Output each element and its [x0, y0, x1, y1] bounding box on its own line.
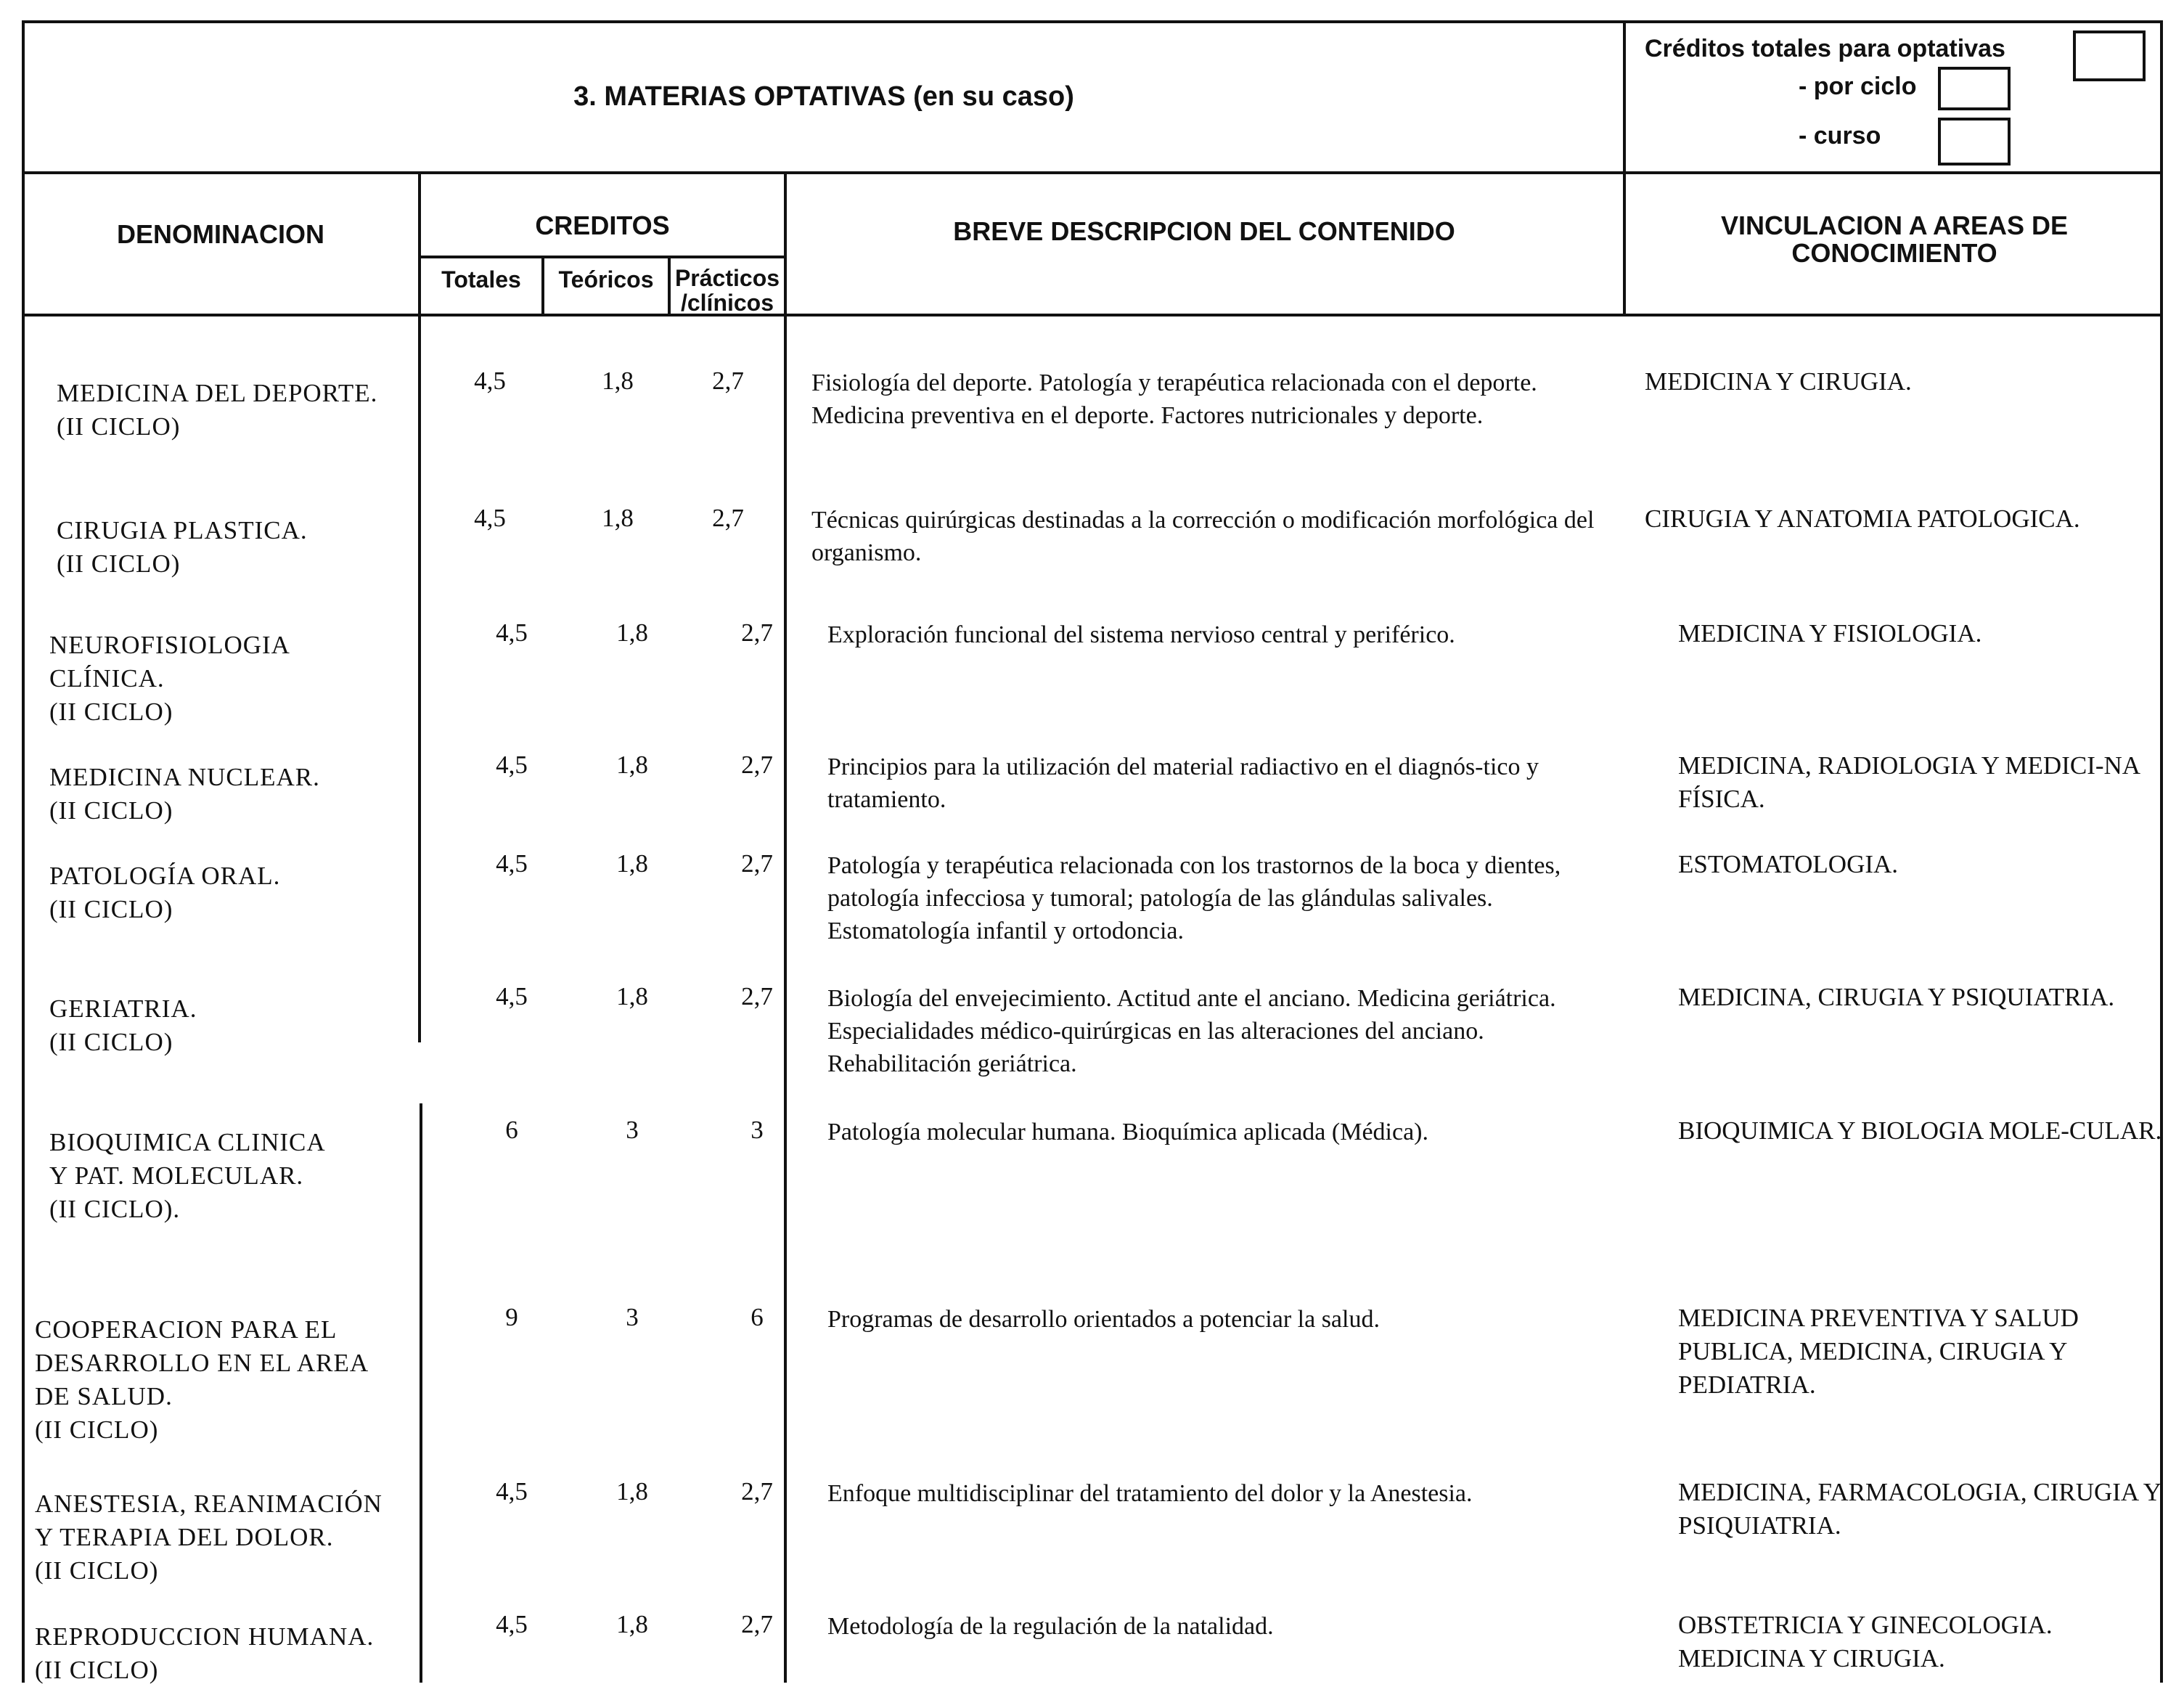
row-totales: 4,5 [496, 751, 528, 779]
denominacion-line: (II CICLO) [49, 698, 173, 726]
row-totales: 4,5 [474, 367, 506, 395]
row-descripcion: Metodología de la regulación de la natalidad. [827, 1613, 1274, 1640]
creditos-totales-box[interactable] [2073, 30, 2146, 81]
creditos-header: CREDITOS [535, 211, 670, 240]
creditos-divider [784, 171, 787, 1683]
row-area: BIOQUIMICA Y BIOLOGIA MOLE-CULAR. [1678, 1116, 2162, 1145]
row-denominacion [49, 1126, 441, 1226]
descripcion-header: BREVE DESCRIPCION DEL CONTENIDO [953, 216, 1455, 246]
row-descripcion: Programas de desarrollo orientados a potenciar la salud. [827, 1306, 1380, 1333]
row-descripcion: Exploración funcional del sistema nervioso central y periférico. [827, 621, 1455, 648]
row-teoricos: 1,8 [616, 1477, 648, 1506]
row-denominacion [57, 377, 449, 444]
denominacion-line: REPRODUCCION HUMANA. [35, 1622, 375, 1651]
row-area: ESTOMATOLOGIA. [1678, 850, 1899, 878]
row-denominacion [49, 761, 441, 828]
curso-label: - curso [1799, 122, 1881, 150]
row-totales: 6 [505, 1116, 518, 1144]
row-practicos: 2,7 [741, 1610, 773, 1638]
row-area: MEDICINA, FARMACOLOGIA, CIRUGIA Y PSIQUIATRIA. [1678, 1478, 2161, 1540]
row-denominacion [35, 1313, 427, 1447]
row-area: OBSTETRICIA Y GINECOLOGIA. MEDICINA Y CIRUGIA. [1678, 1611, 2053, 1672]
row-denominacion [35, 1620, 427, 1687]
denominacion-line: ANESTESIA, REANIMACIÓN [35, 1490, 383, 1518]
row-denominacion [57, 514, 449, 581]
creditos-subheader-divider [418, 256, 784, 258]
denominacion-line: MEDICINA DEL DEPORTE. [57, 379, 378, 407]
row-practicos: 2,7 [741, 1477, 773, 1506]
row-denominacion [49, 859, 441, 926]
denominacion-line: GERIATRIA. [49, 994, 197, 1023]
row-totales: 4,5 [496, 849, 528, 878]
denominacion-line: DESARROLLO EN EL AREA [35, 1349, 369, 1377]
curso-box[interactable] [1938, 118, 2011, 166]
column-header-divider [22, 314, 2163, 316]
denominacion-line: CIRUGIA PLASTICA. [57, 516, 308, 544]
creditos-totales-label: Créditos totales para optativas [1645, 35, 2005, 62]
row-descripcion: Patología y terapéutica relacionada con los trastornos de la boca y dientes, patología infecciosa y tumoral; patología de las glándulas salivales. Estomatología infantil y ortodoncia. [827, 852, 1561, 944]
denominacion-line: DE SALUD. [35, 1382, 173, 1410]
row-area: MEDICINA PREVENTIVA Y SALUD PUBLICA, MEDICINA, CIRUGIA Y PEDIATRIA. [1678, 1304, 2079, 1399]
row-totales: 4,5 [496, 1610, 528, 1638]
row-denominacion [35, 1487, 427, 1588]
denominacion-line: (II CICLO) [35, 1656, 159, 1684]
row-descripcion: Enfoque multidisciplinar del tratamiento del dolor y la Anestesia. [827, 1480, 1473, 1507]
denominacion-line: MEDICINA NUCLEAR. [49, 763, 320, 791]
row-teoricos: 3 [626, 1303, 639, 1331]
denominacion-line: CLÍNICA. [49, 664, 165, 693]
denominacion-line: NEUROFISIOLOGIA [49, 631, 290, 659]
practicos-header: Prácticos /clínicos [674, 265, 780, 316]
row-totales: 4,5 [496, 618, 528, 647]
row-teoricos: 1,8 [616, 849, 648, 878]
row-practicos: 2,7 [712, 367, 744, 395]
denominacion-line: (II CICLO) [49, 796, 173, 825]
row-descripcion: Técnicas quirúrgicas destinadas a la corrección o modificación morfológica del organismo. [811, 507, 1595, 566]
denominacion-line: (II CICLO) [35, 1416, 159, 1444]
row-denominacion [49, 992, 441, 1059]
row-area: MEDICINA, CIRUGIA Y PSIQUIATRIA. [1678, 983, 2115, 1011]
row-practicos: 2,7 [741, 849, 773, 878]
row-teoricos: 1,8 [616, 618, 648, 647]
descripcion-divider [1623, 171, 1626, 316]
teoricos-header: Teóricos [558, 266, 654, 293]
denominacion-line: (II CICLO). [49, 1195, 181, 1223]
row-teoricos: 1,8 [616, 1610, 648, 1638]
row-teoricos: 1,8 [602, 367, 634, 395]
row-totales: 4,5 [496, 1477, 528, 1506]
totales-header: Totales [441, 266, 521, 293]
denominacion-line: (II CICLO) [49, 1028, 173, 1056]
row-practicos: 2,7 [741, 982, 773, 1010]
row-descripcion: Principios para la utilización del material radiactivo en el diagnós-tico y tratamiento. [827, 753, 1539, 813]
denominacion-line: (II CICLO) [49, 895, 173, 923]
por-ciclo-label: - por ciclo [1799, 73, 1917, 100]
row-descripcion: Fisiología del deporte. Patología y terapéutica relacionada con el deporte. Medicina preventiva en el deporte. Factores nutricionales y deporte. [811, 369, 1537, 429]
row-area: CIRUGIA Y ANATOMIA PATOLOGICA. [1645, 505, 2080, 533]
row-teoricos: 1,8 [616, 751, 648, 779]
row-totales: 4,5 [474, 504, 506, 532]
row-teoricos: 3 [626, 1116, 639, 1144]
row-totales: 4,5 [496, 982, 528, 1010]
denominacion-line: Y PAT. MOLECULAR. [49, 1161, 304, 1190]
row-totales: 9 [505, 1303, 518, 1331]
row-descripcion: Patología molecular humana. Bioquímica aplicada (Médica). [827, 1119, 1428, 1145]
row-area: MEDICINA, RADIOLOGIA Y MEDICI-NA FÍSICA. [1678, 751, 2140, 813]
denominacion-line: COOPERACION PARA EL [35, 1315, 338, 1344]
row-teoricos: 1,8 [602, 504, 634, 532]
row-practicos: 6 [751, 1303, 764, 1331]
denominacion-line: BIOQUIMICA CLINICA [49, 1128, 326, 1156]
denominacion-line: (II CICLO) [57, 412, 181, 441]
denominacion-line: (II CICLO) [35, 1556, 159, 1585]
section-title: 3. MATERIAS OPTATIVAS (en su caso) [573, 81, 1074, 112]
row-practicos: 2,7 [741, 751, 773, 779]
row-denominacion [49, 629, 441, 729]
row-teoricos: 1,8 [616, 982, 648, 1010]
denominacion-line: PATOLOGÍA ORAL. [49, 862, 281, 890]
por-ciclo-box[interactable] [1938, 67, 2011, 110]
denominacion-header: DENOMINACION [117, 219, 324, 249]
row-practicos: 2,7 [712, 504, 744, 532]
row-area: MEDICINA Y CIRUGIA. [1645, 367, 1912, 396]
row-area: MEDICINA Y FISIOLOGIA. [1678, 619, 1982, 648]
row-descripcion: Biología del envejecimiento. Actitud ante el anciano. Medicina geriátrica. Especialidades médico-quirúrgicas en las alteraciones del anciano. Rehabilitación geriátrica. [827, 985, 1556, 1077]
denominacion-line: (II CICLO) [57, 550, 181, 578]
row-practicos: 2,7 [741, 618, 773, 647]
denominacion-line: Y TERAPIA DEL DOLOR. [35, 1523, 334, 1551]
row-practicos: 3 [751, 1116, 764, 1144]
vinculacion-header: VINCULACION A AREAS DE CONOCIMIENTO [1720, 211, 2069, 268]
